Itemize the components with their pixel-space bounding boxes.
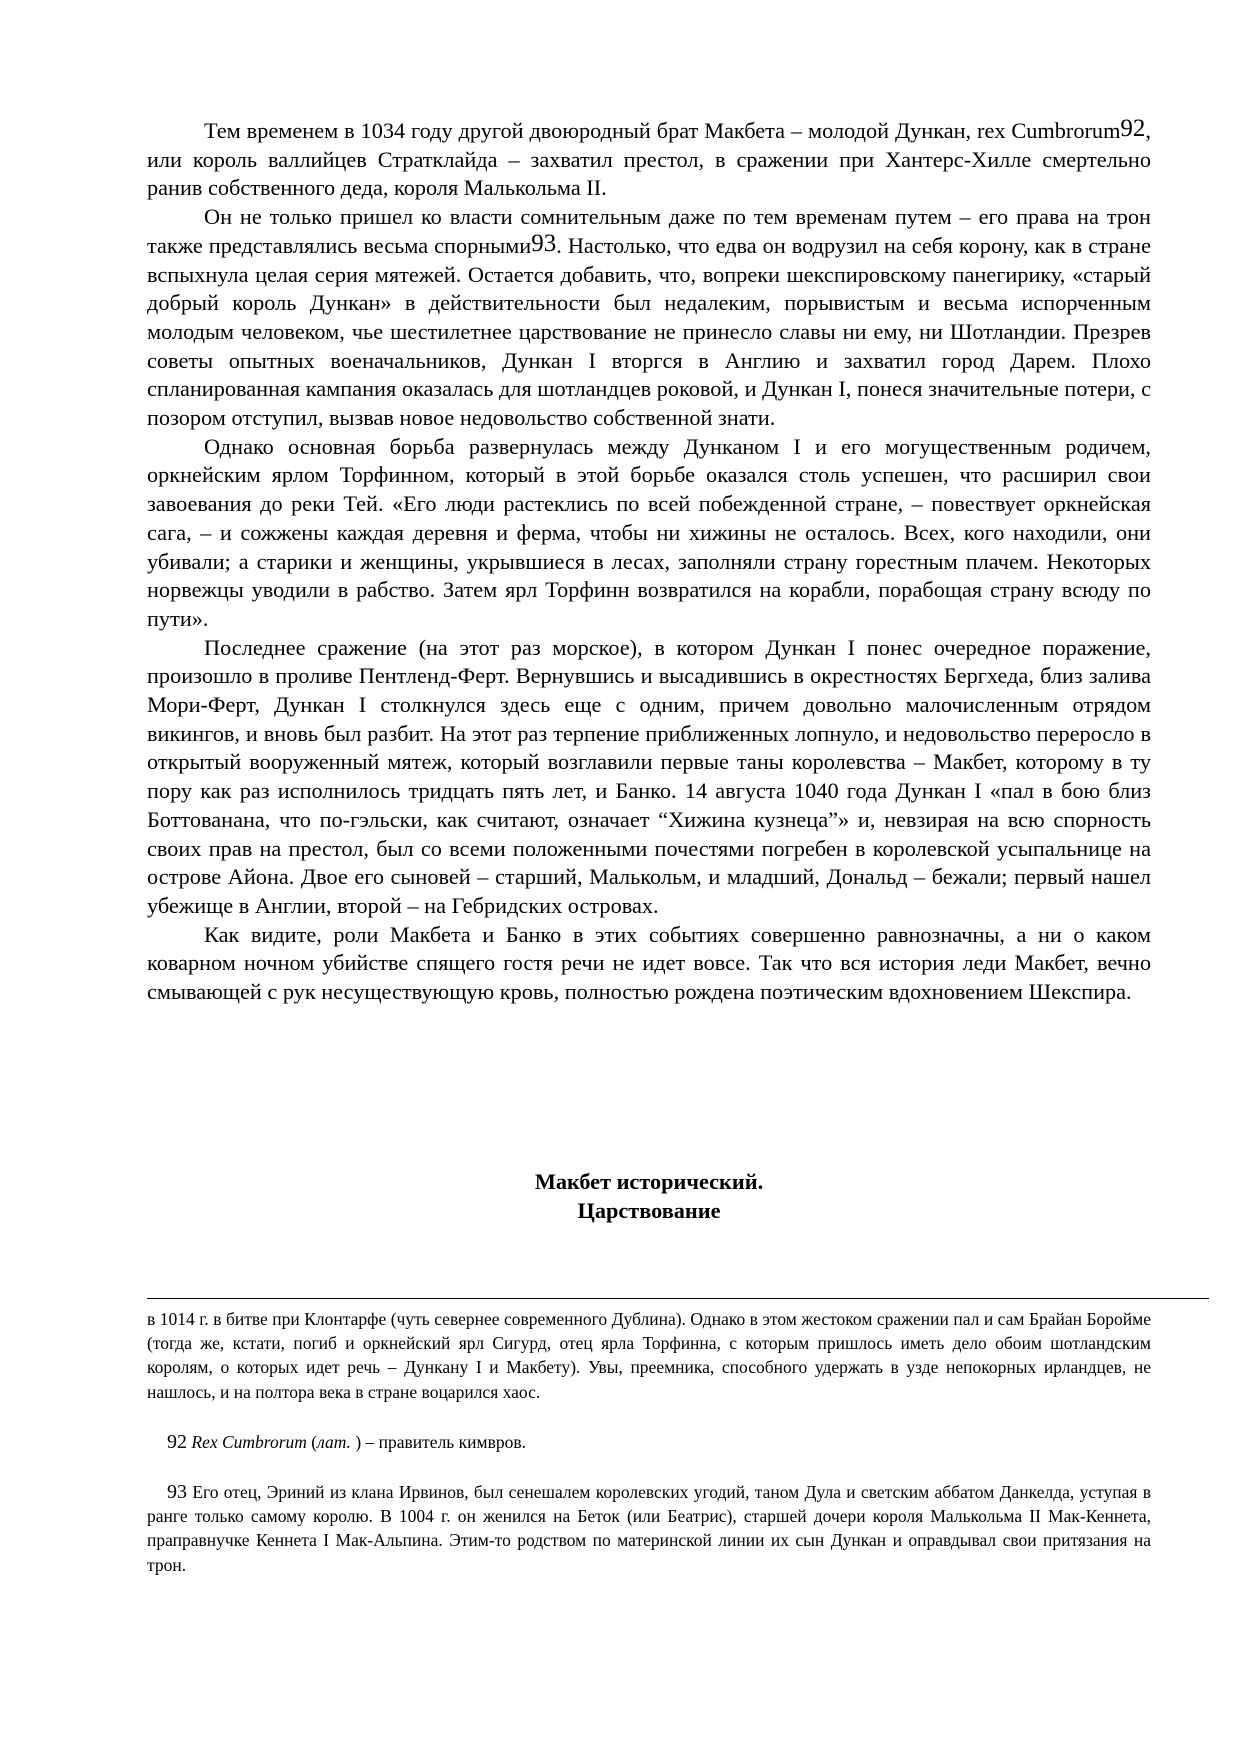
footnotes-area <box>147 1307 1151 1577</box>
footnote-separator <box>147 1298 1209 1299</box>
section-heading-line-2: Царствование <box>577 1198 721 1223</box>
paragraph-1 <box>147 117 1151 203</box>
footnote-93 <box>147 1480 1151 1577</box>
footnote-92-term: Rex Cumbrorum <box>191 1431 307 1452</box>
footnote-92-lang: лат. <box>317 1431 351 1452</box>
footnote-ref-93[interactable]: 93 <box>531 229 557 257</box>
paragraph-2-text-b: . Настолько, что едва он водрузил на себя корону, как в стране вспыхнула целая серия мятежей. Остается добавить, что, вопреки шекспировскому панегирику, «старый добрый король Дункан» в действительности был недалеким, порывистым и весьма испорченным молодым человеком, чье шестилетнее царствование не принесло славы ни ему, ни Шотландии. Презрев советы опытных военачальников, Дункан I вторгся в Англию и захватил город Дарем. Плохо спланированная кампания оказалась для шотландцев роковой, и Дункан I, понеся значительные потери, с позором отступил, вызвав новое недовольство собственной знати. <box>147 232 1152 431</box>
paragraph-1-text-b: , или король валлийцев Стратклайда – захватил престол, в сражении при Хантерс-Хилле смертельно ранив собственного деда, короля Малькольма II. <box>147 118 1151 201</box>
footnote-92-text: ) – правитель кимвров. <box>355 1431 526 1452</box>
footnote-92: 92 Rex Cumbrorum (лат. ) – правитель кимвров. <box>167 1430 526 1453</box>
footnote-continued: в 1014 г. в битве при Клонтарфе (чуть севернее современного Дублина). Однако в этом жестоком сражении пал и сам Брайан Боройме (тогда же, кстати, погиб и оркнейский ярл Сигурд, отец ярла Торфинна, с которым пришлось иметь дело обоим шотландским королям, о которых идет речь – Дункану I и Макбету). Увы, преемника, способного удержать в узде непокорных ирландцев, не нашлось, и на полтора века в стране воцарился хаос. <box>147 1309 1151 1402</box>
paragraph-4: Последнее сражение (на этот раз морское), в котором Дункан I понес очередное поражение, произошло в проливе Пентленд-Ферт. Вернувшись и высадившись в окрестностях Бергхеда, близ залива Мори-Ферт, Дункан I столкнулся здесь еще с одним, причем довольно малочисленным отрядом викингов, и вновь был разбит. На этот раз терпение приближенных лопнуло, и недовольство переросло в открытый вооруженный мятеж, который возглавили первые таны королевства – Макбет, которому в ту пору как раз исполнилось тридцать пять лет, и Банко. 14 августа 1040 года Дункан I «пал в бою близ Боттованана, что по-гэльски, как считают, означает “Хижина кузнеца”» и, невзирая на всю спорность своих прав на престол, был со всеми положенными почестями погребен в королевской усыпальнице на острове Айона. Двое его сыновей – старший, Малькольм, и младший, Дональд – бежали; первый нашел убежище в Англии, второй – на Гебридских островах. <box>147 634 1151 918</box>
footnote-gap <box>147 1454 1151 1480</box>
main-text <box>147 117 1151 1007</box>
footnote-93-text: Его отец, Эриний из клана Ирвинов, был сенешалем королевских угодий, таном Дула и светским аббатом Данкелда, уступая в ранге только самому королю. В 1004 г. он женился на Беток (или Беатрис), старшей дочери короля Малькольма II Мак-Кеннета, праправнучке Кеннета I Мак-Альпина. Этим-то родством по материнской линии их сын Дункан и оправдывал свои притязания на трон. <box>147 1482 1152 1575</box>
section-heading-line-1: Макбет исторический. <box>534 1169 764 1194</box>
paragraph-2-text-a: Он не только пришел ко власти сомнительным даже по тем временам путем – его права на трон также представлялись весьма спорными <box>147 204 1151 258</box>
paragraph-2 <box>147 203 1151 433</box>
paragraph-5: Как видите, роли Макбета и Банко в этих событиях совершенно равнозначны, а ни о каком коварном ночном убийстве спящего гостя речи не идет вовсе. Так что вся история леди Макбет, вечно смывающей с рук несуществующую кровь, полностью рождена поэтическим вдохновением Шекспира. <box>147 921 1151 1005</box>
footnote-93-mark: 93 <box>167 1481 187 1504</box>
footnote-gap <box>147 1404 1151 1430</box>
paragraph-1-text-a: Тем временем в 1034 году другой двоюродный брат Макбета – молодой Дункан, rex Cumbrorum <box>204 118 1121 143</box>
paragraph-3: Однако основная борьба развернулась между Дунканом I и его могущественным родичем, оркнейским ярлом Торфинном, который в этой борьбе оказался столь успешен, что расширил свои завоевания до реки Тей. «Его люди растеклись по всей побежденной стране, – повествует оркнейская сага, – и сожжены каждая деревня и ферма, чтобы ни хижины не осталось. Всех, кого находили, они убивали; а старики и женщины, укрывшиеся в лесах, заполняли страну горестным плачем. Некоторых норвежцы уводили в рабство. Затем ярл Торфинн возвратился на корабли, порабощая страну всюду по пути». <box>147 433 1151 631</box>
footnote-ref-92[interactable]: 92 <box>1120 115 1146 142</box>
footnote-92-mark: 92 <box>167 1430 187 1453</box>
